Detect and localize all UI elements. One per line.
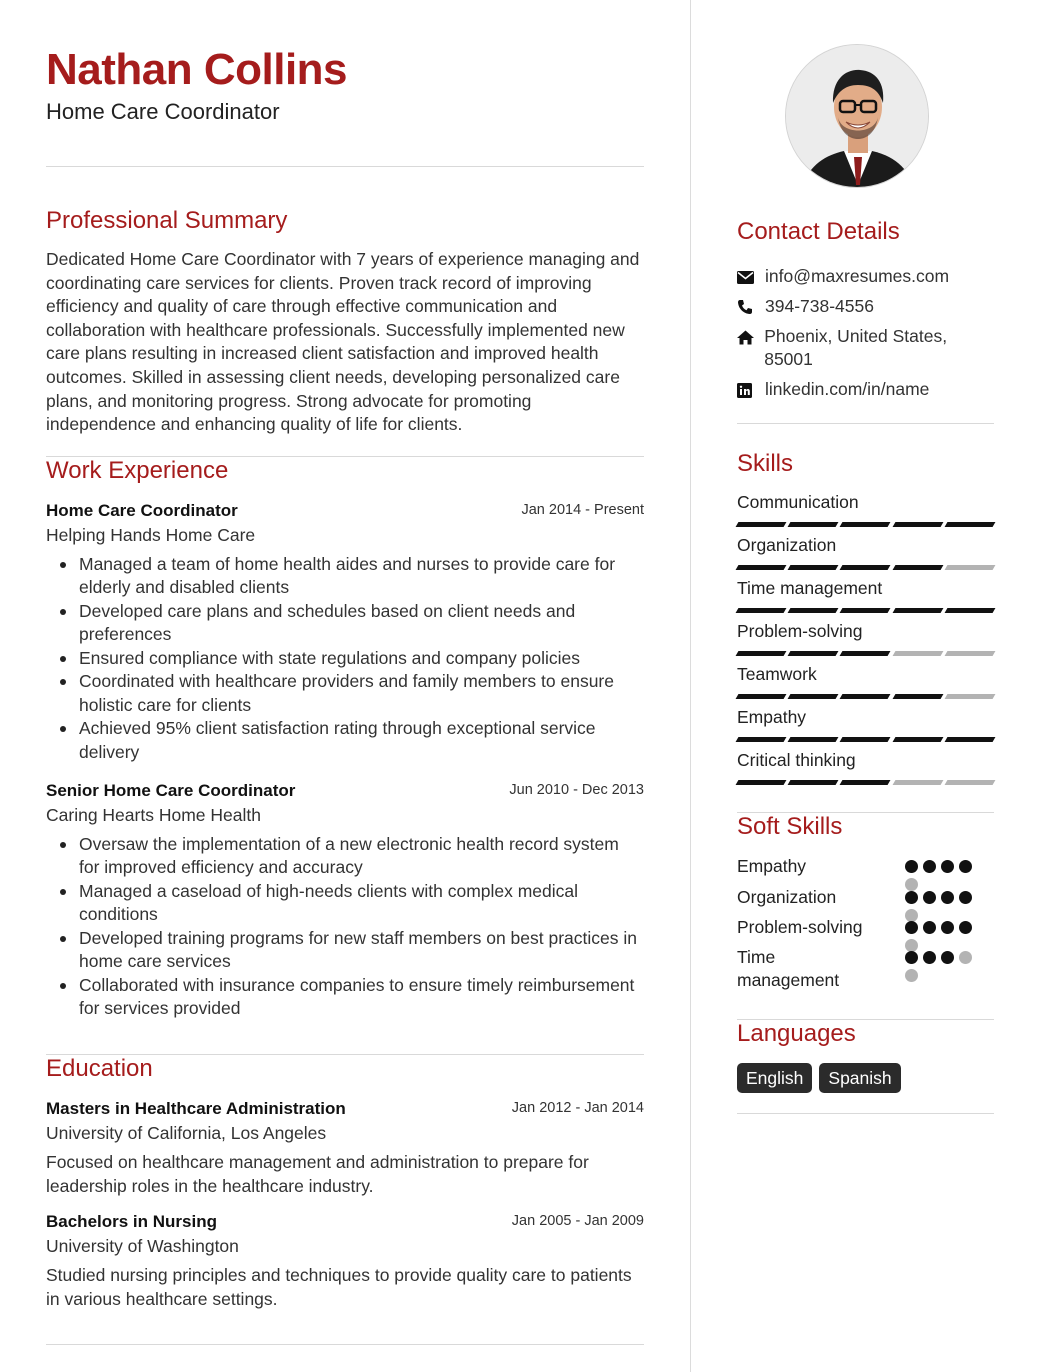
summary-text: Dedicated Home Care Coordinator with 7 years of experience managing and coordinating care services for clients. Proven track record of improving efficiency and quality of care through effective communication and collaboration with healthcare professionals. Successfully implemented new care plans resulting in increased client satisfaction and improved health outcomes. Skilled in assessing client needs, developing personalized care plans, and monitoring progress. Strong advocate for promoting independence and enhancing quality of life for clients. bbox=[46, 249, 640, 435]
contact-email[interactable] bbox=[737, 265, 994, 289]
skill-name: Critical thinking bbox=[737, 750, 856, 770]
candidate-role: Home Care Coordinator bbox=[46, 99, 280, 124]
skill-row bbox=[737, 663, 994, 699]
school-name: University of Washington bbox=[46, 1236, 239, 1256]
job-entry bbox=[46, 499, 644, 764]
skill-level-segment bbox=[944, 522, 995, 527]
soft-skill-row bbox=[737, 946, 994, 992]
skill-level-bar bbox=[737, 565, 994, 570]
skill-level-segment bbox=[788, 737, 839, 742]
skill-level-segment bbox=[788, 522, 839, 527]
email-icon bbox=[737, 265, 765, 289]
header-divider bbox=[46, 166, 644, 167]
skill-level-segment bbox=[736, 780, 787, 785]
education-entry bbox=[46, 1097, 644, 1198]
skill-level-segment bbox=[892, 522, 943, 527]
skill-name: Problem-solving bbox=[737, 621, 863, 641]
soft-skills-title: Soft Skills bbox=[737, 813, 843, 840]
soft-skill-name: Organization bbox=[737, 887, 837, 907]
language-chip: Spanish bbox=[819, 1063, 900, 1093]
skill-row bbox=[737, 706, 994, 742]
phone-text: 394-738-4556 bbox=[765, 296, 874, 316]
job-date: Jan 2014 - Present bbox=[521, 502, 644, 518]
contact-linkedin[interactable] bbox=[737, 378, 994, 402]
skill-level-bar bbox=[737, 608, 994, 613]
education-divider bbox=[46, 1344, 644, 1345]
job-date: Jun 2010 - Dec 2013 bbox=[509, 782, 644, 798]
job-bullet: Ensured compliance with state regulations and company policies bbox=[79, 647, 644, 670]
skill-row bbox=[737, 577, 994, 613]
skill-level-segment bbox=[892, 694, 943, 699]
summary-title: Professional Summary bbox=[46, 207, 288, 234]
job-entry bbox=[46, 779, 644, 1021]
job-company: Caring Hearts Home Health bbox=[46, 805, 261, 825]
home-icon bbox=[737, 325, 764, 349]
skill-name: Empathy bbox=[737, 707, 807, 727]
skill-level-segment bbox=[944, 780, 995, 785]
education-entry bbox=[46, 1210, 644, 1311]
job-bullet: Achieved 95% client satisfaction rating through exceptional service delivery bbox=[79, 717, 644, 764]
degree-title: Bachelors in Nursing bbox=[46, 1212, 217, 1231]
job-bullets bbox=[46, 553, 644, 764]
skill-level-segment bbox=[892, 737, 943, 742]
skill-level-segment bbox=[788, 780, 839, 785]
skill-level-segment bbox=[944, 694, 995, 699]
skill-level-segment bbox=[736, 608, 787, 613]
skill-level-segment bbox=[944, 565, 995, 570]
soft-skill-level-dot bbox=[941, 921, 954, 934]
skill-level-segment bbox=[788, 565, 839, 570]
skill-row bbox=[737, 620, 994, 656]
job-bullet: Managed a team of home health aides and nurses to provide care for elderly and disabled clients bbox=[79, 553, 644, 600]
column-divider bbox=[690, 0, 691, 1372]
job-bullet: Oversaw the implementation of a new electronic health record system for improved efficiency and accuracy bbox=[79, 833, 644, 880]
skill-level-segment bbox=[736, 565, 787, 570]
skill-level-segment bbox=[840, 651, 891, 656]
soft-skill-level-dot bbox=[905, 969, 918, 982]
soft-skill-name: Time management bbox=[737, 947, 840, 990]
soft-skill-level-dot bbox=[905, 891, 918, 904]
skill-level-segment bbox=[892, 565, 943, 570]
soft-skill-row bbox=[737, 886, 994, 909]
soft-skill-level-dot bbox=[923, 891, 936, 904]
skill-level-bar bbox=[737, 780, 994, 785]
job-company: Helping Hands Home Care bbox=[46, 525, 256, 545]
soft-skill-row bbox=[737, 916, 994, 939]
job-title: Senior Home Care Coordinator bbox=[46, 781, 296, 800]
skill-level-segment bbox=[788, 694, 839, 699]
skill-level-segment bbox=[944, 737, 995, 742]
languages-list bbox=[737, 1063, 901, 1093]
soft-skill-level-dot bbox=[923, 860, 936, 873]
skill-row bbox=[737, 749, 994, 785]
job-bullet: Collaborated with insurance companies to ensure timely reimbursement for services provided bbox=[79, 974, 644, 1021]
job-bullets bbox=[46, 833, 644, 1020]
education-description: Studied nursing principles and techniques to provide quality care to patients in various healthcare settings. bbox=[46, 1265, 632, 1309]
skill-level-bar bbox=[737, 651, 994, 656]
education-date: Jan 2005 - Jan 2009 bbox=[511, 1213, 644, 1229]
contact-address bbox=[737, 325, 994, 371]
skill-level-segment bbox=[840, 737, 891, 742]
soft-skill-level-dots bbox=[905, 951, 985, 982]
soft-skill-level-dot bbox=[941, 860, 954, 873]
education-title: Education bbox=[46, 1055, 153, 1082]
skill-level-segment bbox=[892, 608, 943, 613]
skill-level-segment bbox=[840, 608, 891, 613]
contact-title: Contact Details bbox=[737, 218, 900, 245]
work-title: Work Experience bbox=[46, 457, 229, 484]
skill-level-segment bbox=[840, 522, 891, 527]
soft-skill-level-dot bbox=[923, 951, 936, 964]
soft-skill-level-dot bbox=[941, 951, 954, 964]
skill-level-segment bbox=[736, 737, 787, 742]
soft-skill-row bbox=[737, 855, 994, 878]
soft-skill-level-dot bbox=[959, 921, 972, 934]
skill-level-segment bbox=[840, 694, 891, 699]
education-description: Focused on healthcare management and administration to prepare for leadership roles in the healthcare industry. bbox=[46, 1152, 589, 1196]
job-bullet: Coordinated with healthcare providers and family members to ensure holistic care for clients bbox=[79, 670, 644, 717]
skill-level-segment bbox=[788, 651, 839, 656]
address-text: Phoenix, United States, 85001 bbox=[764, 326, 948, 369]
soft-skill-level-dot bbox=[923, 921, 936, 934]
profile-photo bbox=[785, 44, 929, 188]
skill-level-segment bbox=[840, 780, 891, 785]
phone-icon bbox=[737, 295, 765, 319]
soft-skill-level-dot bbox=[905, 951, 918, 964]
skill-level-bar bbox=[737, 737, 994, 742]
job-title: Home Care Coordinator bbox=[46, 501, 238, 520]
skill-row bbox=[737, 491, 994, 527]
skill-level-bar bbox=[737, 522, 994, 527]
skill-level-segment bbox=[944, 608, 995, 613]
skill-row bbox=[737, 534, 994, 570]
job-bullet: Developed care plans and schedules based on client needs and preferences bbox=[79, 600, 644, 647]
skill-level-bar bbox=[737, 694, 994, 699]
skills-title: Skills bbox=[737, 450, 794, 477]
soft-skill-level-dot bbox=[941, 891, 954, 904]
soft-skill-name: Empathy bbox=[737, 856, 807, 876]
language-chip: English bbox=[737, 1063, 812, 1093]
job-bullet: Developed training programs for new staff members on best practices in home care services bbox=[79, 927, 644, 974]
degree-title: Masters in Healthcare Administration bbox=[46, 1099, 346, 1118]
skill-level-segment bbox=[892, 651, 943, 656]
candidate-name: Nathan Collins bbox=[46, 45, 348, 94]
skill-level-segment bbox=[736, 651, 787, 656]
skill-level-segment bbox=[736, 694, 787, 699]
skill-level-segment bbox=[788, 608, 839, 613]
skill-name: Communication bbox=[737, 492, 859, 512]
languages-title: Languages bbox=[737, 1020, 856, 1047]
skill-name: Organization bbox=[737, 535, 837, 555]
skill-name: Time management bbox=[737, 578, 883, 598]
soft-skill-level-dot bbox=[959, 951, 972, 964]
soft-skill-level-dot bbox=[959, 860, 972, 873]
languages-divider bbox=[737, 1113, 994, 1114]
soft-skill-level-dot bbox=[905, 921, 918, 934]
skill-name: Teamwork bbox=[737, 664, 817, 684]
school-name: University of California, Los Angeles bbox=[46, 1123, 327, 1143]
linkedin-text: linkedin.com/in/name bbox=[765, 379, 930, 399]
education-date: Jan 2012 - Jan 2014 bbox=[511, 1100, 644, 1116]
avatar-illustration bbox=[786, 45, 929, 188]
soft-skill-name: Problem-solving bbox=[737, 917, 863, 937]
soft-skill-level-dot bbox=[959, 891, 972, 904]
skill-level-segment bbox=[892, 780, 943, 785]
contact-divider bbox=[737, 423, 994, 424]
soft-skill-level-dot bbox=[905, 860, 918, 873]
skill-level-segment bbox=[840, 565, 891, 570]
linkedin-icon bbox=[737, 378, 765, 402]
contact-phone[interactable] bbox=[737, 295, 994, 319]
email-text: info@maxresumes.com bbox=[765, 266, 950, 286]
job-bullet: Managed a caseload of high-needs clients with complex medical conditions bbox=[79, 880, 644, 927]
skill-level-segment bbox=[944, 651, 995, 656]
skill-level-segment bbox=[736, 522, 787, 527]
